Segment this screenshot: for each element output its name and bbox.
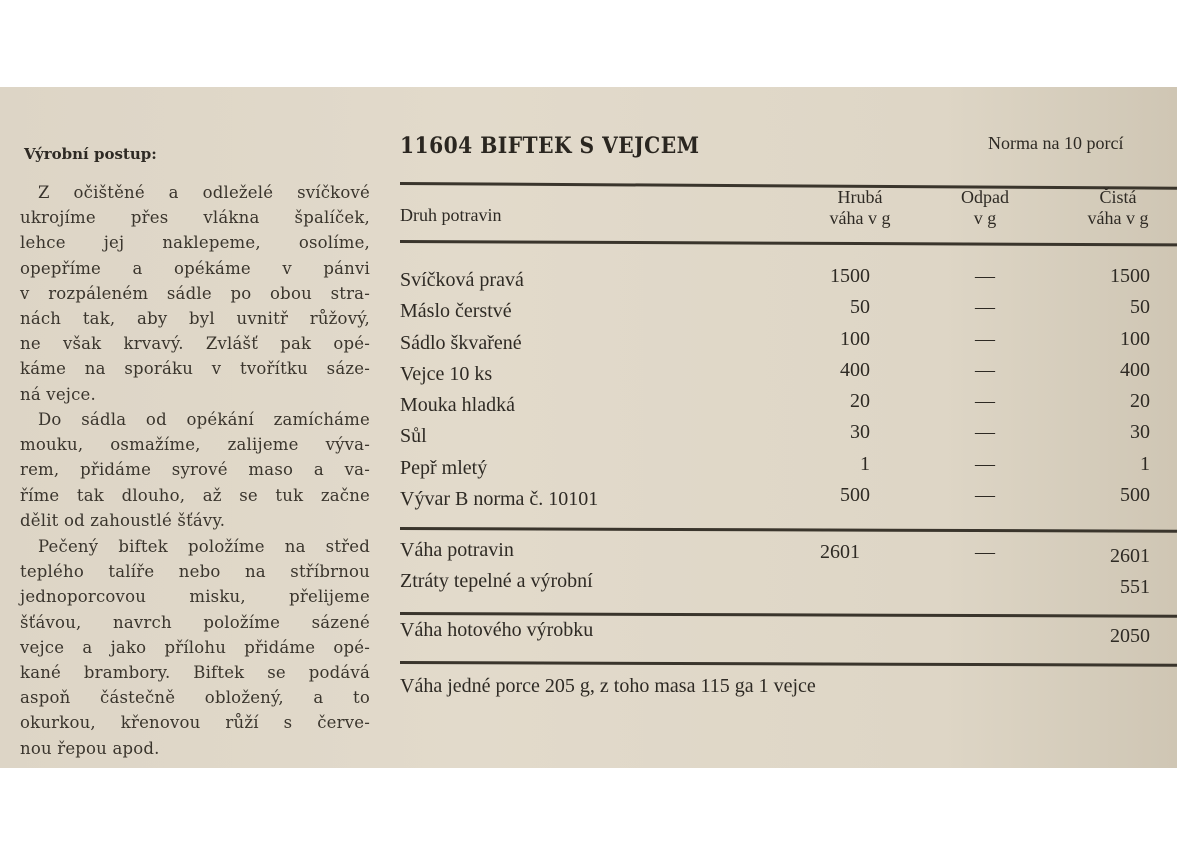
header-gross-weight [810, 187, 910, 229]
procedure-paragraph-2 [20, 407, 370, 533]
divider [400, 612, 1177, 617]
header-net-line2: váha v g [1087, 208, 1149, 228]
ingredient-name: Sádlo škvařené [400, 331, 522, 354]
net-weight: 100 [1120, 327, 1150, 350]
net-weight: 1500 [1110, 265, 1150, 287]
procedure-line: aspoň částečně obložený, a to [20, 688, 370, 708]
gross-weight: 30 [850, 421, 870, 444]
divider [400, 661, 1177, 666]
procedure-line: nách tak, aby byl uvnitř růžový, [20, 309, 370, 329]
procedure-line: kané brambory. Biftek se podává [20, 663, 370, 683]
waste: — [975, 265, 995, 287]
procedure-paragraph-3 [20, 534, 370, 761]
procedure-line: říme tak dlouho, až se tuk začne [20, 485, 370, 505]
waste: — [975, 296, 995, 319]
waste: — [975, 327, 995, 350]
net-weight: 30 [1130, 421, 1150, 444]
procedure-heading: Výrobní postup: [24, 145, 157, 163]
waste: — [975, 452, 995, 475]
gross-weight: 20 [850, 390, 870, 413]
net-weight: 500 [1120, 484, 1150, 507]
total-gross: 2601 [820, 541, 860, 563]
waste: — [975, 390, 995, 413]
procedure-line: okurkou, křenovou růží s červe- [20, 713, 370, 733]
gross-weight: 400 [840, 358, 870, 381]
ingredient-name: Pepř mletý [400, 456, 488, 479]
gross-weight: 500 [840, 484, 870, 507]
procedure-column [0, 87, 390, 768]
finished-net: 2050 [1110, 625, 1150, 647]
norma-label: Norma na 10 porcí [988, 133, 1124, 153]
total-label: Váha potravin [400, 539, 514, 561]
procedure-line: v rozpáleném sádle po obou stra- [20, 283, 370, 303]
ingredient-name: Mouka hladká [400, 394, 515, 417]
divider [400, 240, 1177, 246]
procedure-line: jednoporcovou misku, přelijeme [20, 587, 370, 607]
divider [400, 527, 1177, 532]
header-waste [935, 187, 1035, 229]
header-gross-line2: váha v g [829, 208, 891, 228]
recipe-table-section [400, 87, 1177, 768]
procedure-line: nou řepou apod. [20, 738, 160, 758]
divider [400, 182, 1177, 189]
finished-row [400, 619, 1177, 651]
header-net-weight [1068, 187, 1168, 229]
gross-weight: 1500 [830, 265, 870, 287]
net-weight: 1 [1140, 452, 1150, 475]
waste: — [975, 484, 995, 507]
procedure-line: dělit od zahoustlé šťávy. [20, 510, 226, 530]
losses-net: 551 [1120, 576, 1150, 598]
cookbook-page [0, 87, 1177, 768]
procedure-line: vejce a jako přílohu přidáme opé- [20, 637, 370, 657]
table-row [400, 482, 1177, 513]
ingredient-name: Sůl [400, 425, 427, 448]
ingredient-rows [400, 263, 1177, 513]
table-row [400, 419, 1177, 450]
finished-label: Váha hotového výrobku [400, 619, 594, 641]
table-row [400, 388, 1177, 419]
procedure-line: Pečený biftek položíme na střed [38, 537, 370, 556]
procedure-line: teplého talíře nebo na stříbrnou [20, 562, 370, 582]
procedure-line: ne však krvavý. Zvlášť pak opé- [20, 334, 370, 354]
procedure-line: káme na sporáku v tvořítku sáze- [20, 359, 370, 379]
procedure-line: mouku, osmažíme, zalijeme výva- [20, 435, 370, 455]
ingredient-name: Vejce 10 ks [400, 362, 493, 385]
total-waste: — [975, 541, 995, 563]
procedure-line: Z očištěné a odleželé svíčkové [38, 183, 370, 202]
total-row [400, 539, 1177, 571]
procedure-paragraph-1 [20, 180, 370, 407]
total-net: 2601 [1110, 545, 1150, 567]
procedure-line: lehce jej naklepeme, osolíme, [20, 233, 370, 253]
losses-row [400, 570, 1177, 602]
table-row [400, 326, 1177, 357]
net-weight: 400 [1120, 358, 1150, 381]
procedure-line: šťávou, navrch položíme sázené [20, 612, 370, 632]
header-waste-line1: Odpad [961, 187, 1009, 207]
table-row [400, 263, 1177, 294]
table-row [400, 357, 1177, 388]
procedure-line: ná vejce. [20, 384, 96, 404]
net-weight: 50 [1130, 296, 1150, 319]
table-row [400, 451, 1177, 482]
procedure-line: rem, přidáme syrové maso a va- [20, 460, 370, 480]
gross-weight: 1 [860, 452, 870, 475]
net-weight: 20 [1130, 390, 1150, 413]
procedure-line: ukrojíme přes vlákna špalíček, [20, 208, 370, 228]
gross-weight: 50 [850, 296, 870, 319]
recipe-title: 11604 BIFTEK S VEJCEM [400, 133, 700, 159]
table-row [400, 294, 1177, 325]
losses-label: Ztráty tepelné a výrobní [400, 570, 593, 592]
procedure-line: opepříme a opékáme v pánvi [20, 258, 370, 278]
waste: — [975, 421, 995, 444]
header-gross-line1: Hrubá [837, 187, 883, 207]
header-waste-line2: v g [973, 208, 997, 228]
gross-weight: 100 [840, 327, 870, 350]
ingredient-name: Máslo čerstvé [400, 300, 512, 323]
portion-note: Váha jedné porce 205 g, z toho masa 115 ga 1 vejce [400, 675, 816, 697]
waste: — [975, 358, 995, 381]
header-ingredient: Druh potravin [400, 205, 502, 225]
ingredient-name: Vývar B norma č. 10101 [400, 488, 599, 511]
header-net-line1: Čistá [1099, 187, 1137, 207]
ingredient-name: Svíčková pravá [400, 269, 524, 291]
procedure-line: Do sádla od opékání zamícháme [38, 410, 370, 429]
